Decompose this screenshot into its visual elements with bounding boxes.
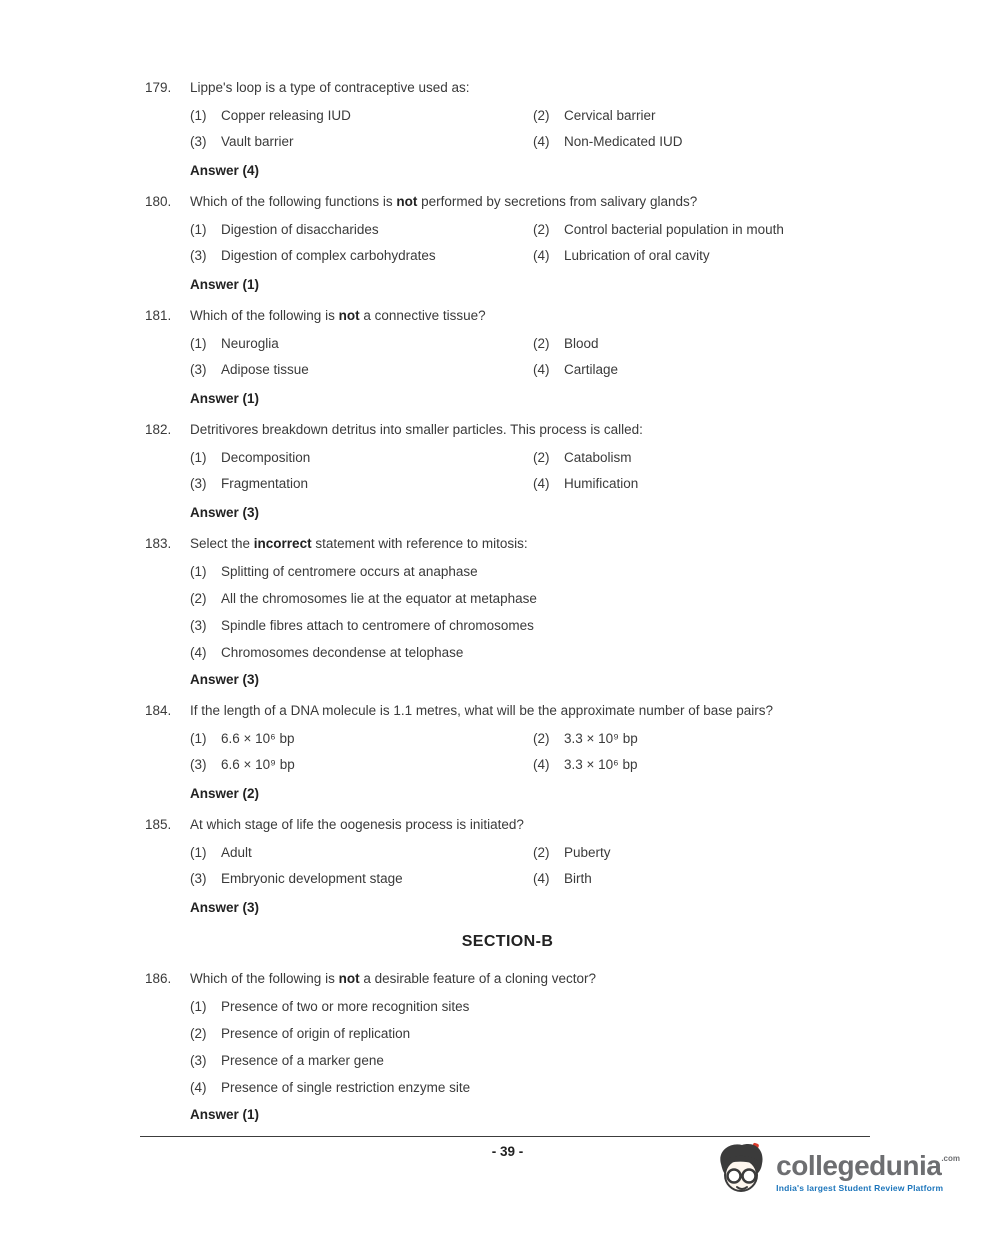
question-181	[145, 306, 870, 408]
option-text: 3.3 × 10⁶ bp	[564, 757, 638, 772]
question-text-pre: Select the	[190, 536, 254, 551]
question-text-post: a connective tissue?	[359, 308, 486, 323]
option-label: (1)	[190, 731, 207, 746]
question-text-bold: not	[396, 194, 418, 209]
option-label: (1)	[190, 336, 207, 351]
option-text: Splitting of centromere occurs at anaphase	[221, 564, 478, 579]
option	[190, 1051, 870, 1070]
option-text: Cartilage	[564, 362, 619, 377]
option-label: (1)	[190, 450, 207, 465]
option	[190, 132, 533, 151]
options-list	[190, 997, 870, 1097]
question-182	[145, 420, 870, 522]
option	[533, 729, 870, 748]
option	[533, 246, 870, 265]
question-186	[145, 969, 870, 1124]
question-text	[190, 815, 870, 834]
option-text: Vault barrier	[221, 134, 294, 149]
option-label: (4)	[533, 757, 550, 772]
option-text: Chromosomes decondense at telophase	[221, 645, 464, 660]
option-text: Control bacterial population in mouth	[564, 222, 784, 237]
option-text: 6.6 × 10⁶ bp	[221, 731, 295, 746]
option	[533, 106, 870, 125]
collegedunia-brand-suffix: .com	[941, 1154, 960, 1163]
options-list	[190, 843, 870, 895]
question-183	[145, 534, 870, 689]
option	[533, 132, 870, 151]
option-text: Adult	[221, 845, 252, 860]
question-text-pre: Lippe's loop is a type of contraceptive used as:	[190, 80, 470, 95]
option	[190, 755, 533, 774]
option	[533, 448, 870, 467]
option	[190, 997, 870, 1016]
option	[533, 755, 870, 774]
question-number: 180.	[145, 194, 172, 209]
option	[190, 589, 870, 608]
option-label: (4)	[533, 248, 550, 263]
option-label: (4)	[533, 476, 550, 491]
collegedunia-mascot-icon	[715, 1142, 769, 1203]
option-label: (4)	[533, 362, 550, 377]
question-number: 181.	[145, 308, 172, 323]
option-label: (3)	[190, 134, 207, 149]
options-list	[190, 220, 870, 272]
question-text-post: performed by secretions from salivary glands?	[417, 194, 698, 209]
question-text	[190, 701, 870, 720]
option	[190, 616, 870, 635]
option-label: (1)	[190, 845, 207, 860]
option	[533, 220, 870, 239]
option-text: Adipose tissue	[221, 362, 309, 377]
option-label: (2)	[533, 108, 550, 123]
option-label: (3)	[190, 871, 207, 886]
answer-line: Answer (1)	[190, 391, 260, 406]
document-page	[145, 78, 870, 1159]
option	[533, 334, 870, 353]
option-label: (3)	[190, 1053, 207, 1068]
question-text-pre: Which of the following functions is	[190, 194, 397, 209]
option-label: (4)	[190, 645, 207, 660]
option-text: Decomposition	[221, 450, 311, 465]
option-label: (2)	[533, 450, 550, 465]
option-text: Blood	[564, 336, 599, 351]
question-text-bold: incorrect	[253, 536, 312, 551]
option-text: Spindle fibres attach to centromere of chromosomes	[221, 618, 534, 633]
answer-line: Answer (4)	[190, 163, 260, 178]
collegedunia-tagline: India's largest Student Review Platform	[776, 1183, 944, 1193]
option	[533, 869, 870, 888]
page-number: - 39 -	[491, 1144, 524, 1159]
section-heading: SECTION-B	[461, 933, 554, 950]
answer-line: Answer (2)	[190, 786, 260, 801]
option-text: Puberty	[564, 845, 611, 860]
option-label: (2)	[533, 222, 550, 237]
option	[190, 106, 533, 125]
option	[190, 360, 533, 379]
footer-divider	[140, 1136, 870, 1137]
question-180	[145, 192, 870, 294]
question-text-bold: not	[338, 971, 360, 986]
answer-line: Answer (3)	[190, 505, 260, 520]
option-text: Digestion of disaccharides	[221, 222, 379, 237]
collegedunia-brand: collegedunia	[776, 1150, 942, 1181]
question-number: 183.	[145, 536, 172, 551]
option	[190, 448, 533, 467]
option-text: Non-Medicated IUD	[564, 134, 683, 149]
question-number: 179.	[145, 80, 172, 95]
option-text: Copper releasing IUD	[221, 108, 351, 123]
answer-line: Answer (1)	[190, 1107, 260, 1122]
option-label: (3)	[190, 757, 207, 772]
option-text: Cervical barrier	[564, 108, 656, 123]
option-label: (2)	[190, 591, 207, 606]
collegedunia-logo	[715, 1142, 960, 1203]
option-label: (4)	[190, 1080, 207, 1095]
option-label: (4)	[533, 871, 550, 886]
question-text-pre: If the length of a DNA molecule is 1.1 metres, what will be the approximate number of base pairs?	[190, 703, 774, 718]
options-list	[190, 106, 870, 158]
option-text: Presence of two or more recognition sites	[221, 999, 470, 1014]
option-text: All the chromosomes lie at the equator at metaphase	[221, 591, 537, 606]
question-text-post: statement with reference to mitosis:	[311, 536, 528, 551]
answer-line: Answer (1)	[190, 277, 260, 292]
question-text-pre: Detritivores breakdown detritus into smaller particles. This process is called:	[190, 422, 643, 437]
option-label: (1)	[190, 999, 207, 1014]
option-label: (1)	[190, 108, 207, 123]
option-label: (1)	[190, 222, 207, 237]
option-text: Presence of single restriction enzyme site	[221, 1080, 471, 1095]
option-text: Presence of a marker gene	[221, 1053, 384, 1068]
option	[190, 1078, 870, 1097]
option-label: (2)	[190, 1026, 207, 1041]
question-text	[190, 192, 870, 211]
option-label: (3)	[190, 476, 207, 491]
option-text: Lubrication of oral cavity	[564, 248, 710, 263]
option	[190, 562, 870, 581]
option-text: Neuroglia	[221, 336, 279, 351]
question-number: 182.	[145, 422, 172, 437]
option-text: 3.3 × 10⁹ bp	[564, 731, 638, 746]
option-label: (2)	[533, 336, 550, 351]
options-list	[190, 334, 870, 386]
question-text-pre: Which of the following is	[190, 308, 339, 323]
option-text: 6.6 × 10⁹ bp	[221, 757, 295, 772]
options-list	[190, 448, 870, 500]
question-text-bold: not	[338, 308, 360, 323]
option-text: Birth	[564, 871, 592, 886]
option-label: (4)	[533, 134, 550, 149]
question-text	[190, 534, 870, 553]
question-number: 186.	[145, 971, 172, 986]
option-text: Embryonic development stage	[221, 871, 403, 886]
option	[190, 246, 533, 265]
question-text	[190, 78, 870, 97]
option-label: (3)	[190, 248, 207, 263]
answer-line: Answer (3)	[190, 900, 260, 915]
option-text: Presence of origin of replication	[221, 1026, 411, 1041]
option	[190, 729, 533, 748]
question-text-pre: Which of the following is	[190, 971, 339, 986]
question-179	[145, 78, 870, 180]
question-text	[190, 306, 870, 325]
question-185	[145, 815, 870, 917]
option	[190, 334, 533, 353]
question-text	[190, 420, 870, 439]
option-text: Humification	[564, 476, 639, 491]
option-text: Catabolism	[564, 450, 632, 465]
option	[190, 1024, 870, 1043]
option-label: (3)	[190, 362, 207, 377]
option	[190, 643, 870, 662]
option	[533, 360, 870, 379]
options-list	[190, 729, 870, 781]
option-label: (2)	[533, 845, 550, 860]
option-text: Digestion of complex carbohydrates	[221, 248, 436, 263]
option-label: (1)	[190, 564, 207, 579]
option	[190, 474, 533, 493]
option	[190, 843, 533, 862]
option	[190, 220, 533, 239]
question-184	[145, 701, 870, 803]
option-text: Fragmentation	[221, 476, 309, 491]
option	[533, 474, 870, 493]
question-text	[190, 969, 870, 988]
option-label: (2)	[533, 731, 550, 746]
question-text-pre: At which stage of life the oogenesis process is initiated?	[190, 817, 524, 832]
option	[533, 843, 870, 862]
option	[190, 869, 533, 888]
options-list	[190, 562, 870, 662]
question-number: 184.	[145, 703, 172, 718]
question-number: 185.	[145, 817, 172, 832]
question-text-post: a desirable feature of a cloning vector?	[359, 971, 596, 986]
option-label: (3)	[190, 618, 207, 633]
answer-line: Answer (3)	[190, 672, 260, 687]
